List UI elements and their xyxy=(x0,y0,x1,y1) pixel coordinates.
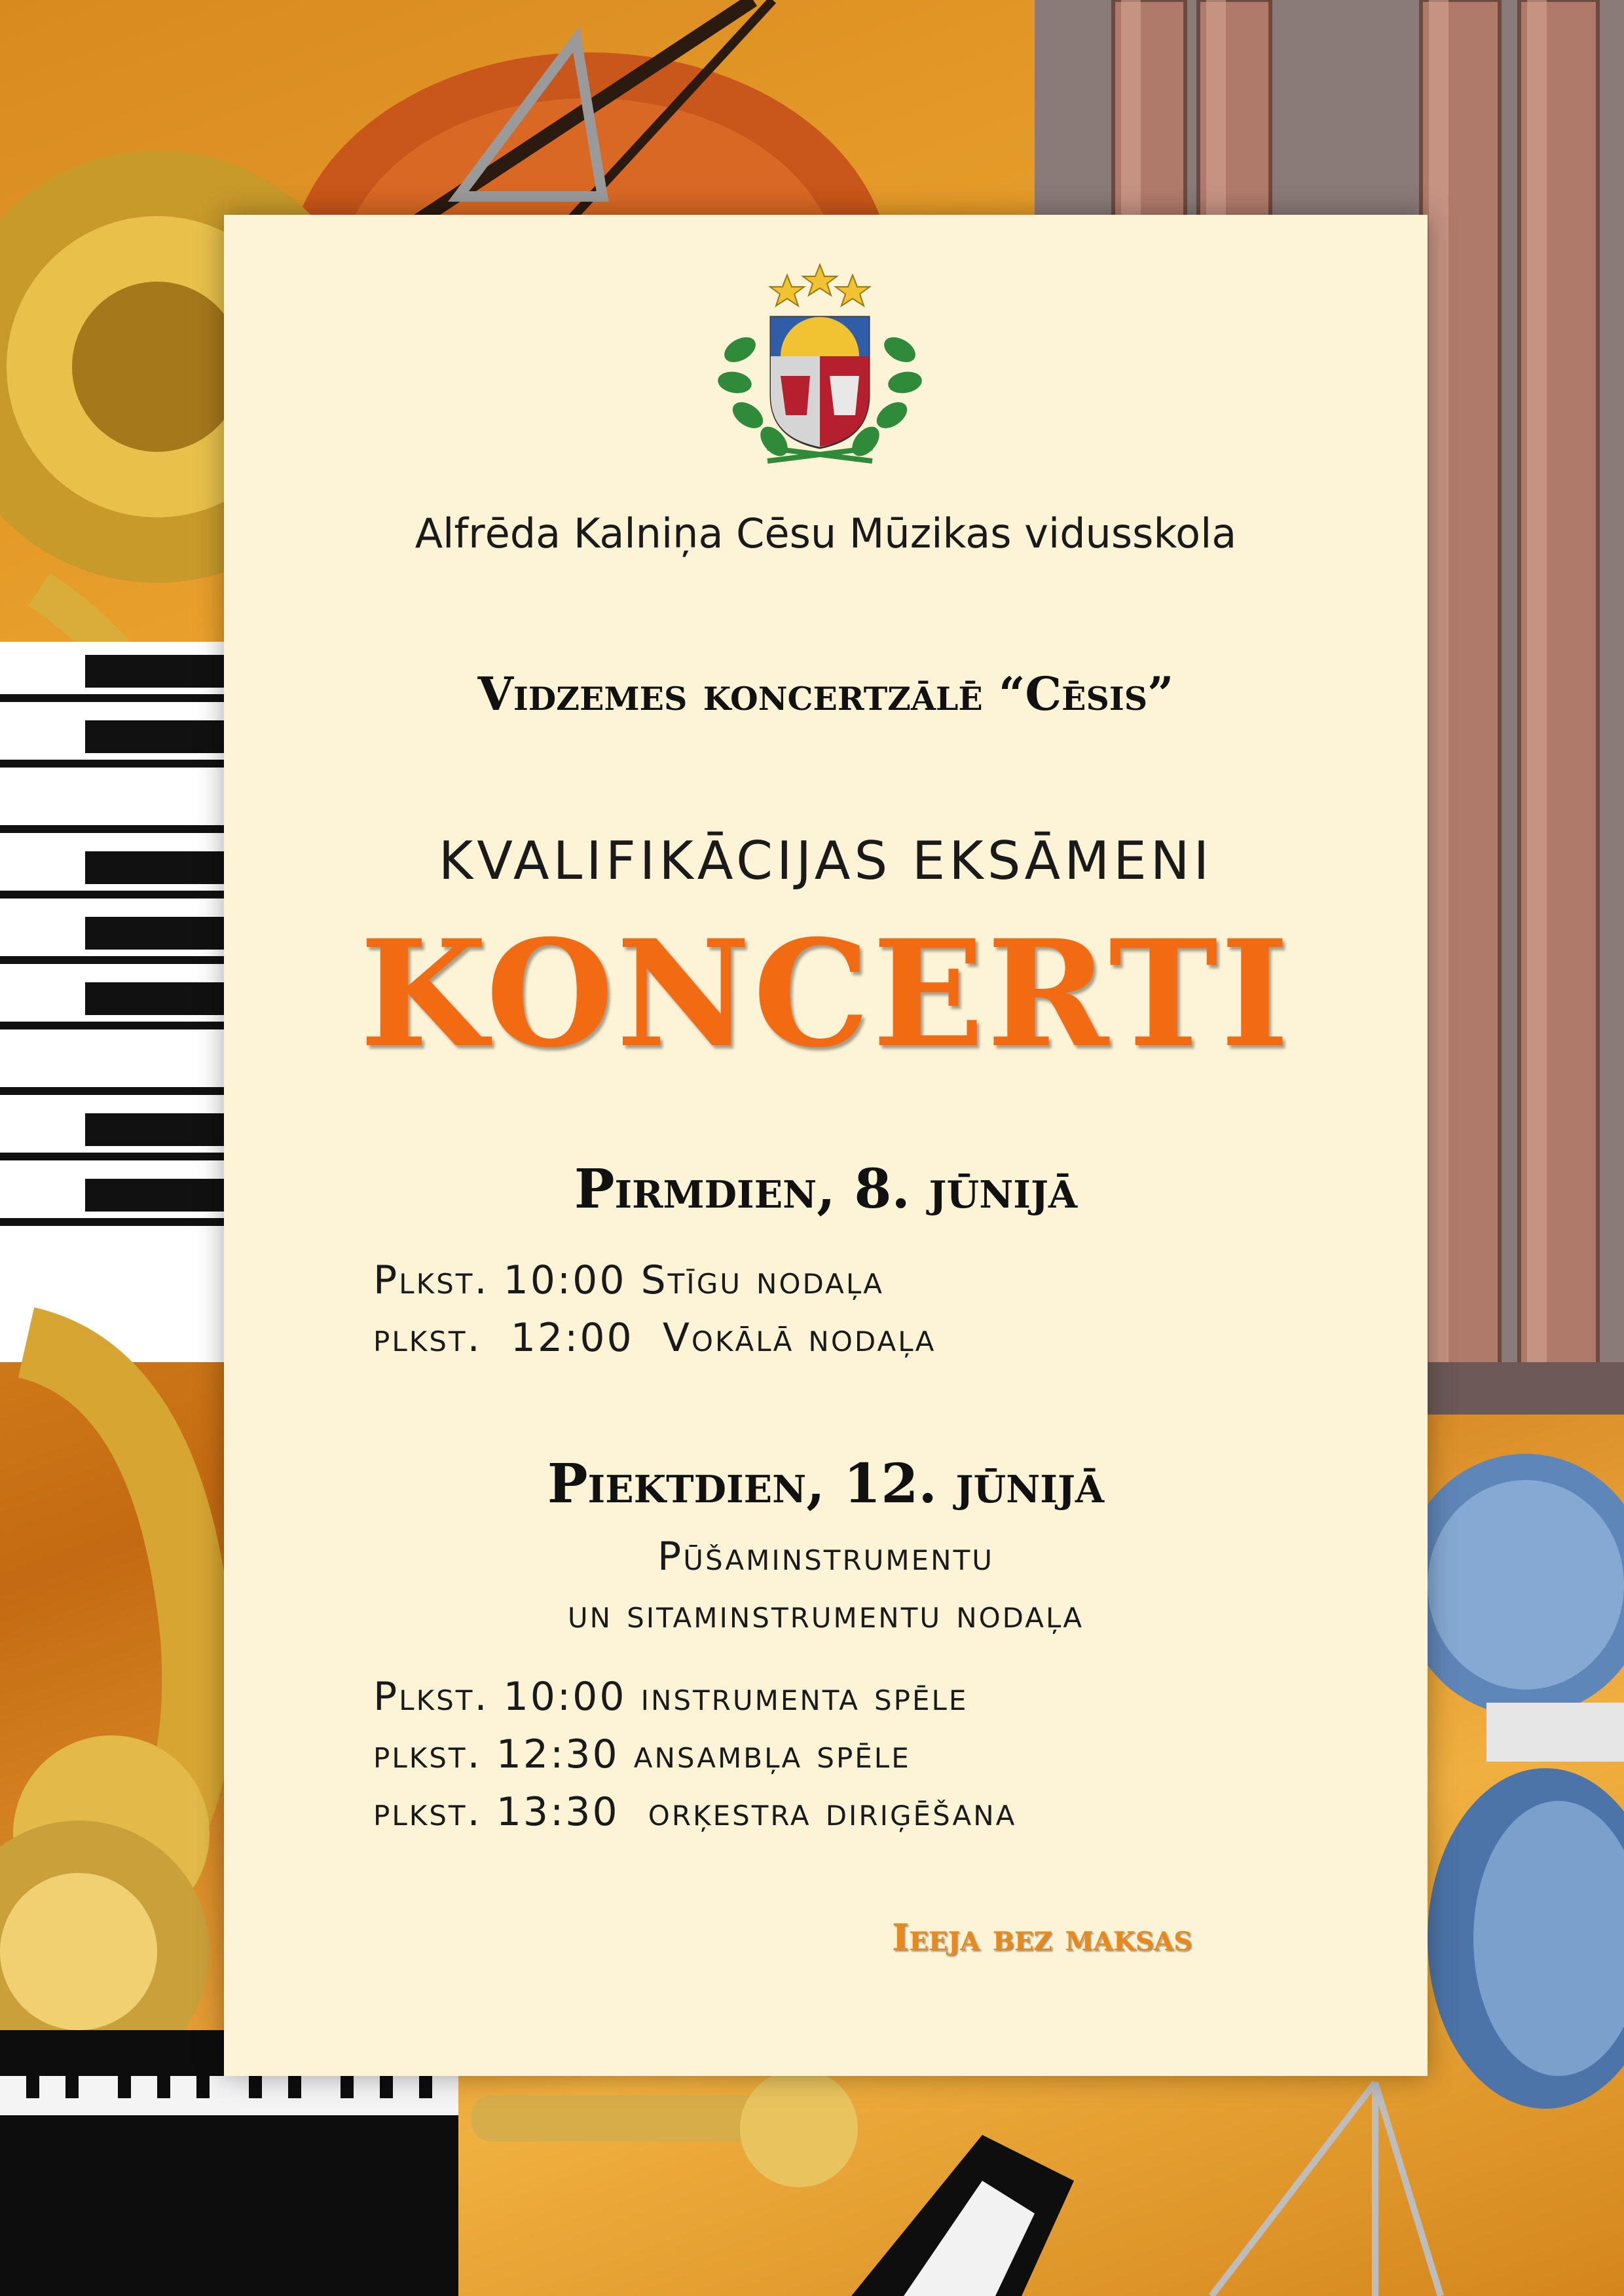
day-2-session-3: plkst. 13:30 orķestra diriģēšana xyxy=(373,1789,1017,1835)
day-2-department-line-1: Pūšaminstrumentu xyxy=(657,1534,994,1580)
day-2-session-1: Plkst. 10:00 instrumenta spēle xyxy=(373,1674,969,1720)
concerts-headline: KONCERTI xyxy=(360,908,1292,1080)
day-1-session-1: Plkst. 10:00 Stīgu nodaļa xyxy=(373,1257,884,1303)
free-entry-note: Ieeja bez maksas xyxy=(892,1916,1192,1959)
latvian-coat-of-arms-icon xyxy=(709,251,931,474)
day-1-date: Pirmdien, 8. jūnijā xyxy=(574,1158,1078,1221)
venue-title: Vidzemes koncertzālē “Cēsis” xyxy=(477,667,1174,721)
day-1-session-2: plkst. 12:00 Vokālā nodaļa xyxy=(373,1315,936,1361)
exam-title: KVALIFIKĀCIJAS EKSĀMENI xyxy=(438,830,1213,891)
poster-panel xyxy=(224,215,1428,2076)
day-2-session-2: plkst. 12:30 ansambļa spēle xyxy=(373,1731,911,1777)
day-2-date: Piektdien, 12. jūnijā xyxy=(547,1453,1105,1515)
school-name: Alfrēda Kalniņa Cēsu Mūzikas vidusskola xyxy=(415,509,1237,557)
day-2-department-line-2: un sitaminstrumentu nodaļa xyxy=(567,1591,1084,1637)
